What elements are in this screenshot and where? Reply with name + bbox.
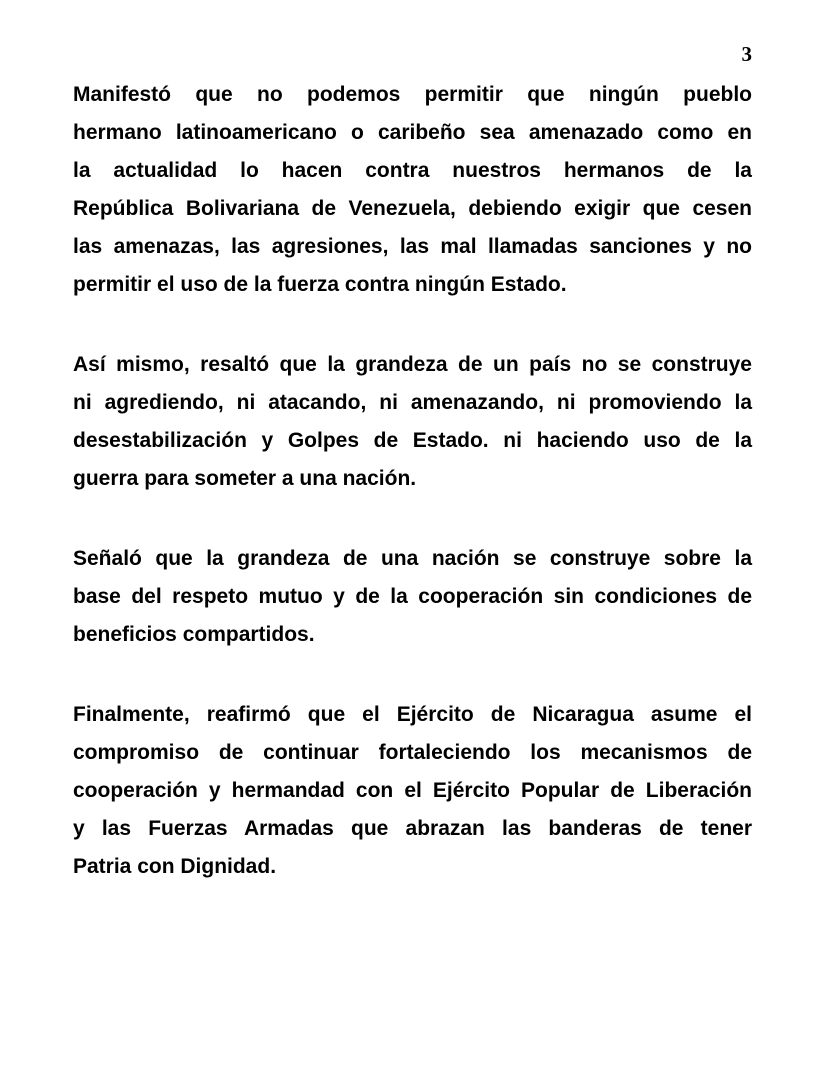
- text-line: desestabilización y Golpes de Estado. ni haciendo uso de la: [73, 429, 752, 452]
- text-line: ni agrediendo, ni atacando, ni amenazando, ni promoviendo la: [73, 391, 752, 414]
- text-line: cooperación y hermandad con el Ejército Popular de Liberación: [73, 779, 752, 802]
- text-line: permitir el uso de la fuerza contra ningún Estado.: [73, 273, 567, 296]
- text-line: las amenazas, las agresiones, las mal llamadas sanciones y no: [73, 235, 752, 258]
- text-line: Patria con Dignidad.: [73, 855, 277, 878]
- text-line: beneficios compartidos.: [73, 623, 315, 646]
- paragraph: [73, 346, 752, 498]
- text-line: República Bolivariana de Venezuela, debiendo exigir que cesen: [73, 197, 752, 220]
- text-line: la actualidad lo hacen contra nuestros hermanos de la: [73, 159, 752, 182]
- text-line: guerra para someter a una nación.: [73, 467, 417, 490]
- text-line: base del respeto mutuo y de la cooperación sin condiciones de: [73, 585, 752, 608]
- text-line: Así mismo, resaltó que la grandeza de un país no se construye: [73, 353, 752, 376]
- text-line: hermano latinoamericano o caribeño sea amenazado como en: [73, 121, 752, 144]
- text-line: Finalmente, reafirmó que el Ejército de Nicaragua asume el: [73, 703, 752, 726]
- text-line: Señaló que la grandeza de una nación se construye sobre la: [73, 547, 752, 570]
- paragraph: [73, 76, 752, 304]
- text-line: compromiso de continuar fortaleciendo los mecanismos de: [73, 741, 752, 764]
- paragraph: [73, 540, 752, 654]
- paragraph: [73, 696, 752, 886]
- document-body: [73, 76, 752, 928]
- text-line: Manifestó que no podemos permitir que ningún pueblo: [73, 83, 752, 106]
- page-number: 3: [741, 42, 752, 66]
- text-line: y las Fuerzas Armadas que abrazan las banderas de tener: [73, 817, 752, 840]
